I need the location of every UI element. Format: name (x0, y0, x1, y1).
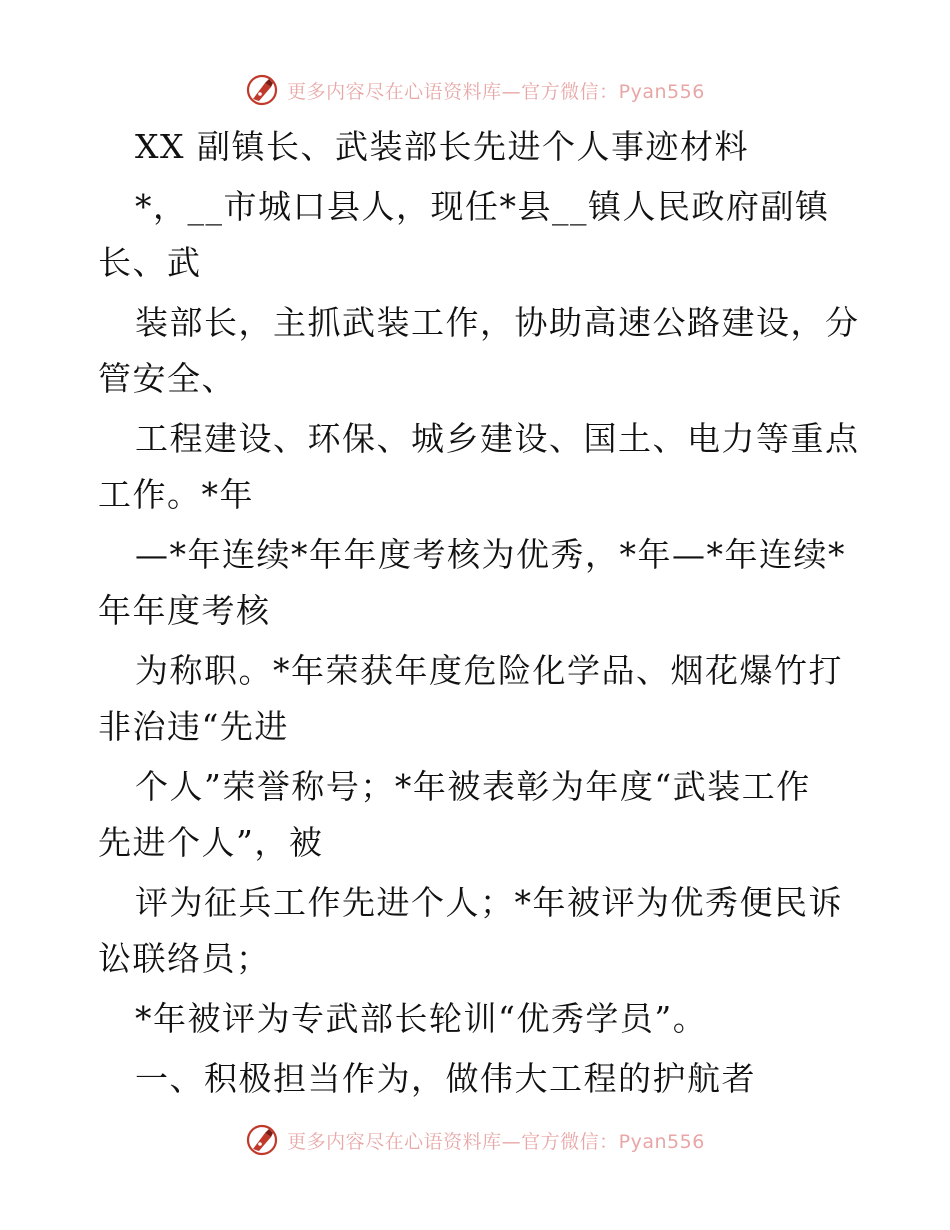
watermark-text: 更多内容尽在心语资料库—官方微信：Pyan556 (287, 80, 705, 103)
watermark-text: 更多内容尽在心语资料库—官方微信：Pyan556 (287, 1130, 705, 1153)
paragraph-line: 装部长，主抓武装工作，协助高速公路建设，分 (135, 303, 860, 342)
section-heading: 一、积极担当作为，做伟大工程的护航者 (135, 1059, 756, 1098)
paragraph-line: *，__市城口县人，现任*县__镇人民政府副镇 (135, 187, 830, 226)
paragraph-line: 为称职。*年荣获年度危险化学品、烟花爆竹打 (135, 651, 843, 690)
document-title: XX 副镇长、武装部长先进个人事迹材料 (135, 127, 749, 166)
paragraph-line: 先进个人”，被 (98, 823, 324, 862)
paragraph-line: 年年度考核 (98, 591, 271, 630)
pen-nib-logo-icon (245, 73, 279, 107)
footer-watermark (0, 1120, 950, 1160)
paragraph-line: —*年连续*年年度考核为优秀，*年—*年连续* (135, 535, 846, 574)
paragraph-line: 非治违“先进 (98, 707, 289, 746)
paragraph-line: 工作。*年 (98, 475, 254, 514)
paragraph-line: 个人”荣誉称号；*年被表彰为年度“武装工作 (135, 767, 811, 806)
pen-nib-logo-icon (245, 1123, 279, 1157)
paragraph-line: *年被评为专武部长轮训“优秀学员”。 (135, 999, 708, 1038)
header-watermark (0, 70, 950, 110)
paragraph-line: 讼联络员； (98, 939, 271, 978)
paragraph-line: 管安全、 (98, 359, 236, 398)
paragraph-line: 评为征兵工作先进个人；*年被评为优秀便民诉 (135, 883, 843, 922)
paragraph-line: 长、武 (98, 243, 202, 282)
paragraph-line: 工程建设、环保、城乡建设、国土、电力等重点 (135, 419, 860, 458)
